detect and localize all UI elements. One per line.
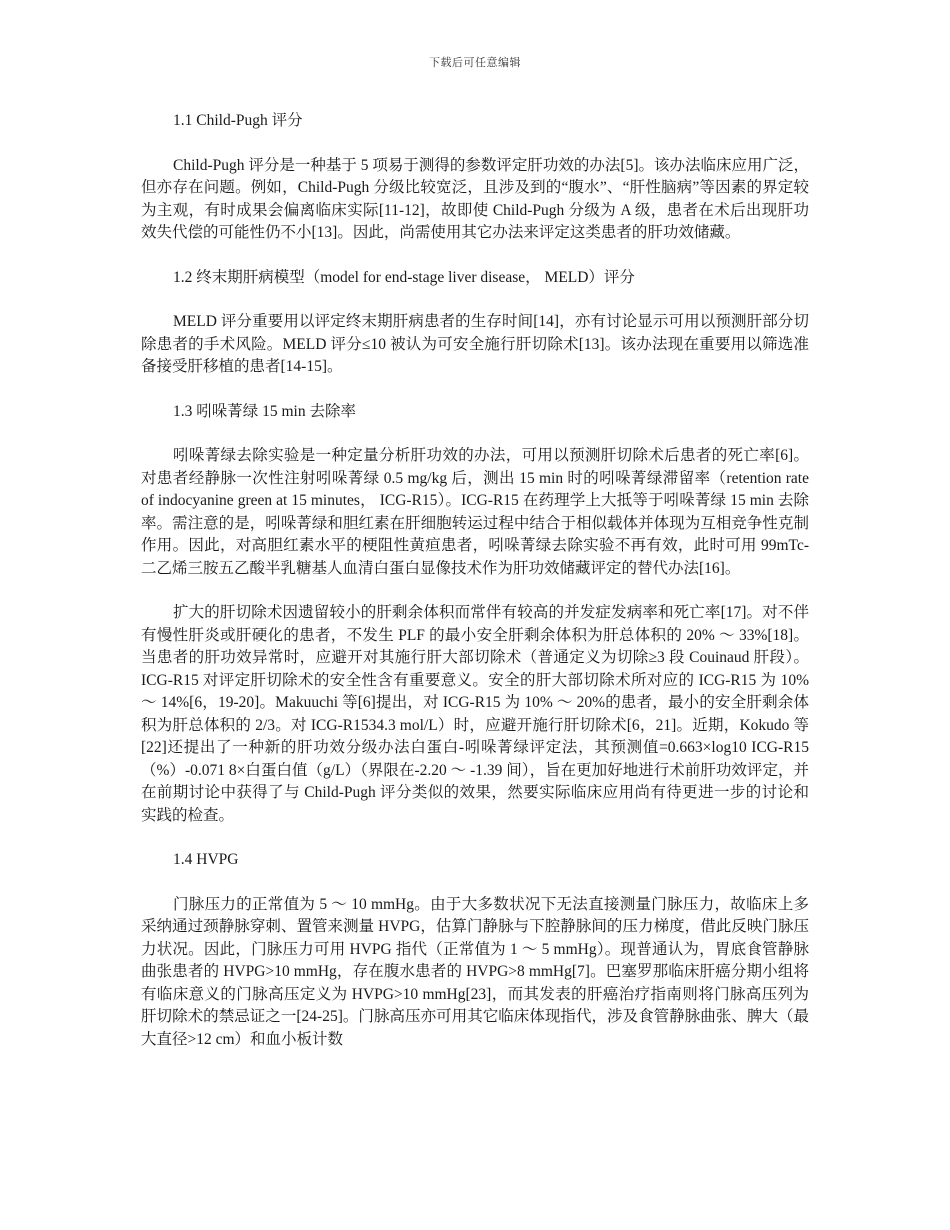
section-1-2-paragraph: MELD 评分重要用以评定终末期肝病患者的生存时间[14]，亦有讨论显示可用以预测肝部分切除患者的手术风险。MELD 评分≤10 被认为可安全施行肝切除术[13]。该办法现在重要用以筛选准备接受肝移植的患者[14-15]。 [141, 313, 809, 375]
section-heading-1-4: 1.4 HVPG [173, 851, 239, 868]
page-header: 下载后可任意编辑 [429, 57, 521, 69]
section-heading-1-2: 1.2 终末期肝病模型（model for end-stage liver disease， MELD）评分 [173, 268, 635, 286]
section-1-3-paragraph-2: 扩大的肝切除术因遗留较小的肝剩余体积而常伴有较高的并发症发病率和死亡率[17]。对不伴有慢性肝炎或肝硬化的患者，不发生 PLF 的最小安全肝剩余体积为肝总体积的 20% ～ 33%[18]。当患者的肝功效异常时，应避开对其施行肝大部切除术（普通定义为切除≥3 段 Couinaud 肝段）。ICG-R15 对评定肝切除术的安全性含有重要意义。安全的肝大部切除术所对应的 ICG-R15 为 10% ～ 14%[6，19-20]。Makuuchi 等[6]提出，对 ICG-R15 为 10% ～ 20%的患者，最小的安全肝剩余体积为肝总体积的 2/3。对 ICG-R1534.3 mol/L）时，应避开施行肝切除术[6，21]。近期，Kokudo 等[22]还提出了一种新的肝功效分级办法白蛋白-吲哚菁绿评定法，其预测值=0.663×log10 ICG-R15（%）-0.071 8×白蛋白值（g/L）（界限在-2.20 ～ -1.39 间），旨在更加好地进行术前肝功效评定，并在前期讨论中获得了与 Child-Pugh 评分类似的效果，然要实际临床应用尚有待更进一步的讨论和实践的检查。 [141, 604, 809, 824]
section-1-3-paragraph-1: 吲哚菁绿去除实验是一种定量分析肝功效的办法，可用以预测肝切除术后患者的死亡率[6]。对患者经静脉一次性注射吲哚菁绿 0.5 mg/kg 后，测出 15 min 时的吲哚菁绿滞留率（retention rate of indocyanine green at 15 minutes， ICG-R15）。ICG-R15 在药理学上大抵等于吲哚菁绿 15 min 去除率。需注意的是，吲哚菁绿和胆红素在肝细胞转运过程中结合于相似载体并体现为互相竞争性克制作用。因此，对高胆红素水平的梗阻性黄疸患者，吲哚菁绿去除实验不再有效，此时可用 99mTc-二乙烯三胺五乙酸半乳糖基人血清白蛋白显像技术作为肝功效储藏评定的替代办法[16]。 [141, 447, 809, 577]
section-heading-1-3: 1.3 吲哚菁绿 15 min 去除率 [173, 402, 356, 420]
section-1-1-paragraph: Child-Pugh 评分是一种基于 5 项易于测得的参数评定肝功效的办法[5]。该办法临床应用广泛，但亦存在问题。例如，Child-Pugh 分级比较宽泛，且涉及到的“腹水”、“肝性脑病”等因素的界定较为主观，有时成果会偏离临床实际[11-12]，故即使 Child-Pugh 分级为 A 级，患者在术后出现肝功效失代偿的可能性仍不小[13]。因此，尚需使用其它办法来评定这类患者的肝功效储藏。 [141, 156, 809, 241]
section-1-4-paragraph: 门脉压力的正常值为 5 ～ 10 mmHg。由于大多数状况下无法直接测量门脉压力，故临床上多采纳通过颈静脉穿刺、置管来测量 HVPG，估算门静脉与下腔静脉间的压力梯度，借此反映门脉压力状况。因此，门脉压力可用 HVPG 指代（正常值为 1 ～ 5 mmHg）。现普通认为，胃底食管静脉曲张患者的 HVPG>10 mmHg，存在腹水患者的 HVPG>8 mmHg[7]。巴塞罗那临床肝癌分期小组将有临床意义的门脉高压定义为 HVPG>10 mmHg[23]，而其发表的肝癌治疗指南则将门脉高压列为肝切除术的禁忌证之一[24-25]。门脉高压亦可用其它临床体现指代，涉及食管静脉曲张、脾大（最大直径>12 cm）和血小板计数 [141, 895, 809, 1048]
document-body [141, 110, 809, 1051]
section-heading-1-1: 1.1 Child-Pugh 评分 [173, 112, 303, 129]
